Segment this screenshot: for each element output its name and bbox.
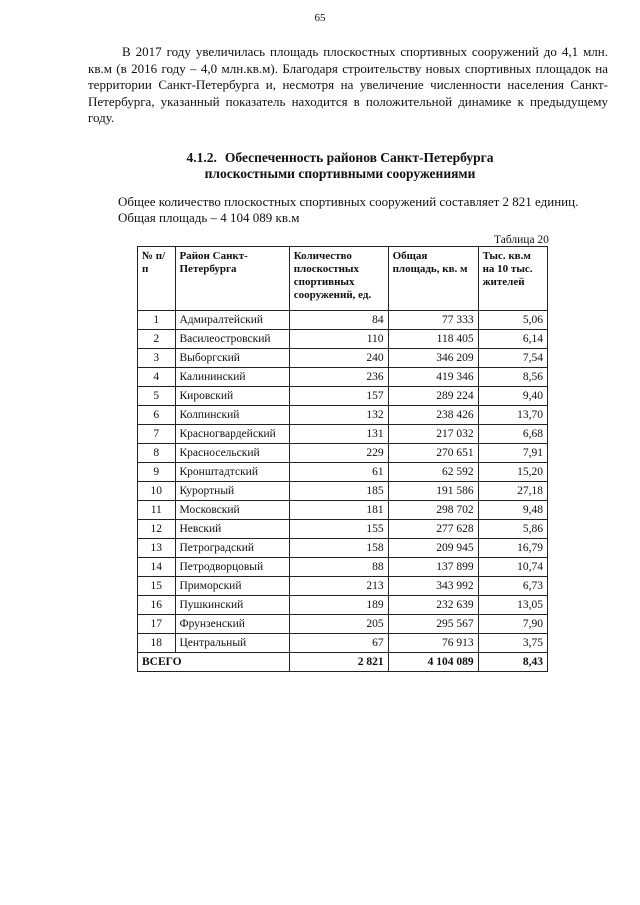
cell-district: Кронштадтский [175, 463, 289, 482]
cell-district: Калининский [175, 368, 289, 387]
cell-district: Василеостровский [175, 330, 289, 349]
table-row [138, 444, 548, 463]
table-header-row [138, 247, 548, 311]
table-row [138, 349, 548, 368]
cell-district: Адмиралтейский [175, 311, 289, 330]
section-heading [120, 150, 560, 182]
cell-area: 289 224 [388, 387, 478, 406]
cell-density: 6,73 [478, 577, 547, 596]
cell-district: Московский [175, 501, 289, 520]
cell-density: 8,56 [478, 368, 547, 387]
table-row [138, 558, 548, 577]
section-title-line2: плоскостными спортивными сооружениями [204, 166, 476, 181]
cell-count: 236 [289, 368, 388, 387]
cell-area: 62 592 [388, 463, 478, 482]
cell-area: 232 639 [388, 596, 478, 615]
cell-density: 5,06 [478, 311, 547, 330]
cell-density: 7,90 [478, 615, 547, 634]
cell-no: 4 [138, 368, 176, 387]
cell-no: 6 [138, 406, 176, 425]
cell-density: 15,20 [478, 463, 547, 482]
table-row [138, 501, 548, 520]
cell-no: 18 [138, 634, 176, 653]
cell-district: Красносельский [175, 444, 289, 463]
cell-no: 12 [138, 520, 176, 539]
cell-no: 7 [138, 425, 176, 444]
cell-count: 189 [289, 596, 388, 615]
cell-no: 10 [138, 482, 176, 501]
header-area: Общая площадь, кв. м [388, 247, 478, 311]
cell-count: 110 [289, 330, 388, 349]
table-row [138, 482, 548, 501]
cell-count: 185 [289, 482, 388, 501]
cell-count: 213 [289, 577, 388, 596]
cell-density: 16,79 [478, 539, 547, 558]
header-count: Количество плоскостных спортивных сооружений, ед. [289, 247, 388, 311]
cell-density: 7,54 [478, 349, 547, 368]
total-density: 8,43 [478, 653, 547, 672]
cell-no: 13 [138, 539, 176, 558]
section-title-line1: Обеспеченность районов Санкт-Петербурга [224, 150, 494, 165]
section-number: 4.1.2. [186, 150, 217, 165]
header-density: Тыс. кв.м на 10 тыс. жителей [478, 247, 547, 311]
cell-density: 9,48 [478, 501, 547, 520]
cell-density: 13,70 [478, 406, 547, 425]
intro-paragraph [88, 44, 608, 127]
intro-text: В 2017 году увеличилась площадь плоскостных спортивных сооружений до 4,1 млн. кв.м (в 2016 году – 4,0 млн.кв.м). Благодаря строительству новых спортивных площадок на территории Санкт-Петербурга и, несмотря на увеличение численности населения Санкт-Петербурга, указанный показатель находится в положительной динамике к предыдущему году. [88, 44, 608, 125]
cell-district: Пушкинский [175, 596, 289, 615]
cell-density: 27,18 [478, 482, 547, 501]
cell-area: 77 333 [388, 311, 478, 330]
cell-no: 16 [138, 596, 176, 615]
cell-density: 3,75 [478, 634, 547, 653]
cell-count: 84 [289, 311, 388, 330]
cell-count: 88 [289, 558, 388, 577]
table-row [138, 387, 548, 406]
header-no: № п/п [138, 247, 176, 311]
cell-density: 6,68 [478, 425, 547, 444]
summary-count: Общее количество плоскостных спортивных сооружений составляет 2 821 единиц. [118, 194, 579, 209]
cell-area: 419 346 [388, 368, 478, 387]
table-row [138, 425, 548, 444]
cell-district: Приморский [175, 577, 289, 596]
cell-district: Фрунзенский [175, 615, 289, 634]
cell-district: Колпинский [175, 406, 289, 425]
cell-count: 67 [289, 634, 388, 653]
table-row [138, 330, 548, 349]
table-body [138, 311, 548, 672]
table-row [138, 406, 548, 425]
table-row [138, 520, 548, 539]
total-row [138, 653, 548, 672]
table-row [138, 368, 548, 387]
cell-density: 13,05 [478, 596, 547, 615]
cell-count: 205 [289, 615, 388, 634]
total-count: 2 821 [289, 653, 388, 672]
cell-density: 5,86 [478, 520, 547, 539]
total-area: 4 104 089 [388, 653, 478, 672]
page-number: 65 [314, 12, 326, 24]
header-district: Район Санкт-Петербурга [175, 247, 289, 311]
cell-no: 1 [138, 311, 176, 330]
cell-area: 217 032 [388, 425, 478, 444]
cell-density: 9,40 [478, 387, 547, 406]
cell-no: 3 [138, 349, 176, 368]
cell-no: 5 [138, 387, 176, 406]
cell-count: 181 [289, 501, 388, 520]
summary [118, 194, 618, 226]
table-row [138, 596, 548, 615]
cell-count: 131 [289, 425, 388, 444]
cell-area: 209 945 [388, 539, 478, 558]
sports-facilities-table [137, 246, 548, 672]
table-row [138, 539, 548, 558]
cell-no: 17 [138, 615, 176, 634]
cell-no: 2 [138, 330, 176, 349]
table-caption: Таблица 20 [494, 234, 549, 246]
cell-area: 295 567 [388, 615, 478, 634]
cell-district: Выборгский [175, 349, 289, 368]
cell-district: Петроградский [175, 539, 289, 558]
cell-district: Курортный [175, 482, 289, 501]
summary-area: Общая площадь – 4 104 089 кв.м [118, 210, 300, 225]
cell-no: 11 [138, 501, 176, 520]
table-row [138, 577, 548, 596]
cell-area: 270 651 [388, 444, 478, 463]
cell-area: 238 426 [388, 406, 478, 425]
cell-district: Центральный [175, 634, 289, 653]
cell-district: Петродворцовый [175, 558, 289, 577]
total-label: ВСЕГО [138, 653, 290, 672]
cell-area: 277 628 [388, 520, 478, 539]
cell-area: 343 992 [388, 577, 478, 596]
cell-area: 76 913 [388, 634, 478, 653]
cell-count: 229 [289, 444, 388, 463]
cell-area: 298 702 [388, 501, 478, 520]
cell-area: 346 209 [388, 349, 478, 368]
cell-no: 14 [138, 558, 176, 577]
cell-count: 240 [289, 349, 388, 368]
cell-no: 9 [138, 463, 176, 482]
table-row [138, 615, 548, 634]
cell-density: 7,91 [478, 444, 547, 463]
cell-count: 155 [289, 520, 388, 539]
cell-district: Красногвардейский [175, 425, 289, 444]
cell-count: 61 [289, 463, 388, 482]
cell-area: 191 586 [388, 482, 478, 501]
table-row [138, 311, 548, 330]
cell-district: Невский [175, 520, 289, 539]
cell-district: Кировский [175, 387, 289, 406]
cell-area: 118 405 [388, 330, 478, 349]
table-row [138, 463, 548, 482]
table-row [138, 634, 548, 653]
cell-no: 15 [138, 577, 176, 596]
cell-density: 6,14 [478, 330, 547, 349]
cell-count: 158 [289, 539, 388, 558]
cell-no: 8 [138, 444, 176, 463]
cell-area: 137 899 [388, 558, 478, 577]
cell-density: 10,74 [478, 558, 547, 577]
cell-count: 132 [289, 406, 388, 425]
cell-count: 157 [289, 387, 388, 406]
